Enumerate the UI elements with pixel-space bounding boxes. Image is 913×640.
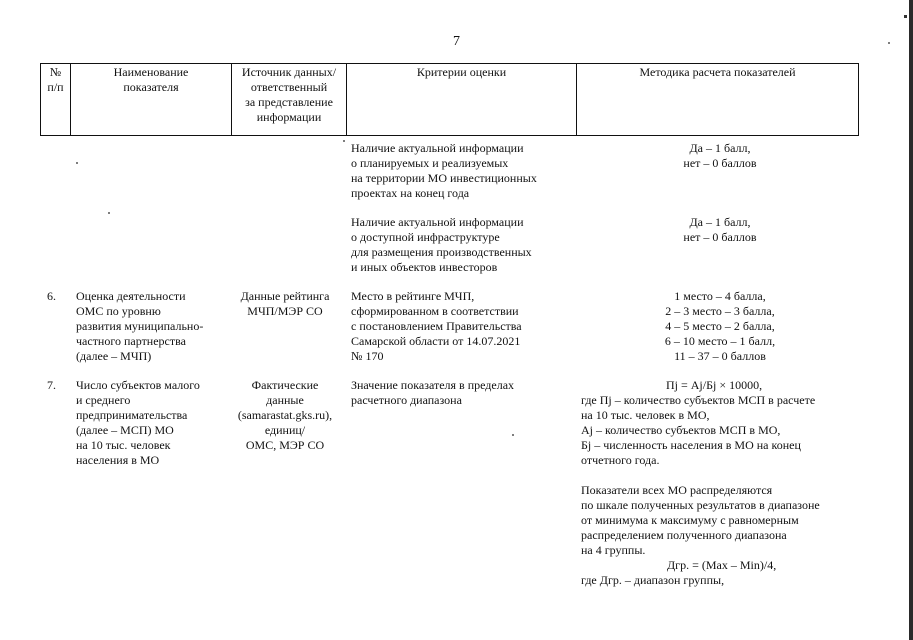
row7-method-definitions: где Пj – количество субъектов МСП в расчете на 10 тыс. человек в МО, Аj – количество субъектов МСП в МО, Бj – численность населения в МО на конец отчетного года. [581,393,816,467]
header-number: № п/п [41,64,71,136]
page-number: 7 [453,34,460,49]
score-infrastructure: Да – 1 балл, нет – 0 баллов [683,215,757,244]
criteria-investment-projects: Наличие актуальной информации о планируемых и реализуемых на территории МО инвестиционных проектах на конец года [351,141,537,200]
criteria-infrastructure: Наличие актуальной информации о доступной инфраструктуре для размещения производственных и иных объектов инвесторов [351,215,532,274]
row7-criteria: Значение показателя в пределах расчетного диапазона [351,378,515,407]
row7-data-source: Фактические данные (samarastat.gks.ru), единиц/ ОМС, МЭР СО [237,378,333,452]
row7-method-distribution: Показатели всех МО распределяются по шкале полученных результатов в диапазоне от минимума к максимуму с равномерным распределением полученного диапазона на 4 группы. [581,483,820,557]
row7-group-definition: где Дгр. – диапазон группы, [581,573,725,587]
score-investment-projects: Да – 1 балл, нет – 0 баллов [683,141,757,170]
row7-formula: Пj = Аj/Бj × 10000, [666,378,763,392]
header-data-source: Источник данных/ ответственный за представление информации [232,64,347,136]
scan-edge [909,0,913,640]
scan-speck [343,140,345,142]
scan-speck [512,434,514,436]
scan-speck [888,42,890,44]
table-header [40,63,859,136]
scan-speck [904,15,907,18]
header-method: Методика расчета показателей [577,64,859,136]
row6-data-source: Данные рейтинга МЧП/МЭР СО [240,289,330,318]
row6-method: 1 место – 4 балла, 2 – 3 место – 3 балла, 4 – 5 место – 2 балла, 6 – 10 место – 1 балл, 11 – 37 – 0 баллов [664,289,776,363]
row6-indicator-name: Оценка деятельности ОМС по уровню развития муниципально- частного партнерства (далее – МЧП) [76,289,204,363]
row6-number: 6. [47,289,56,303]
scan-speck [76,162,78,164]
row6-criteria: Место в рейтинге МЧП, сформированном в соответствии с постановлением Правительства Самарской области от 14.07.2021 № 170 [351,289,522,363]
header-criteria: Критерии оценки [347,64,577,136]
header-indicator-name: Наименование показателя [71,64,232,136]
scan-speck [108,212,110,214]
row7-group-formula: Дгр. = (Max – Min)/4, [667,558,777,572]
row7-indicator-name: Число субъектов малого и среднего предпринимательства (далее – МСП) МО на 10 тыс. человек населения в МО [76,378,200,467]
row7-number: 7. [47,378,56,392]
